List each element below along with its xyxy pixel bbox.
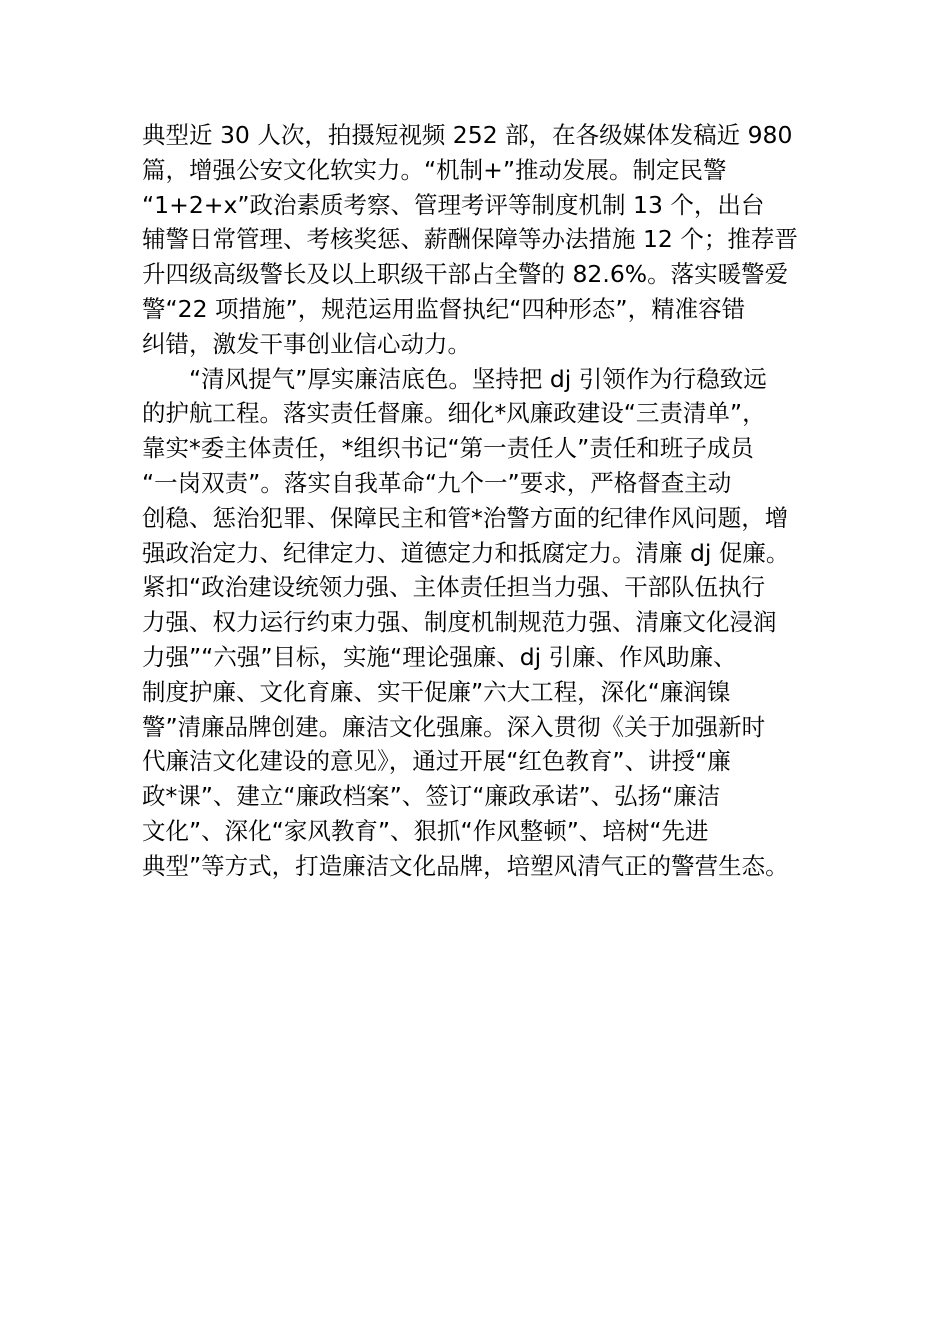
text-line: 的护航工程。落实责任督廉。细化*风廉政建设“三责清单”， (142, 399, 766, 428)
text-line: 紧扣“政治建设统领力强、主体责任担当力强、干部队伍执行 (142, 573, 766, 602)
text-line: 典型”等方式，打造廉洁文化品牌，培塑风清气正的警营生态。 (142, 851, 789, 880)
text-line: 文化”、深化“家风教育”、狠抓“作风整顿”、培树“先进 (142, 816, 709, 845)
text-line: 力强”“六强”目标，实施“理论强廉、dj 引廉、作风助廉、 (142, 642, 737, 671)
text-line: 典型近 30 人次，拍摄短视频 252 部，在各级媒体发稿近 980 (142, 121, 793, 149)
text-line: 升四级高级警长及以上职级干部占全警的 82.6%。落实暖警爱 (142, 260, 789, 289)
text-line: 强政治定力、纪律定力、道德定力和抵腐定力。清廉 dj 促廉。 (142, 538, 790, 567)
text-line: 警”清廉品牌创建。廉洁文化强廉。深入贯彻《关于加强新时 (142, 712, 766, 741)
text-line: 创稳、惩治犯罪、保障民主和管*治警方面的纪律作风问题，增 (142, 503, 789, 532)
text-line: 力强、权力运行约束力强、制度机制规范力强、清廉文化浸润 (142, 608, 777, 637)
text-line: 代廉洁文化建设的意见》，通过开展“红色教育”、讲授“廉 (142, 747, 731, 776)
text-line: 政*课”、建立“廉政档案”、签订“廉政承诺”、弘扬“廉洁 (142, 782, 721, 811)
text-line: 辅警日常管理、考核奖惩、薪酬保障等办法措施 12 个；推荐晋 (142, 225, 798, 254)
text-line: “一岗双责”。落实自我革命“九个一”要求，严格督查主动 (142, 468, 732, 497)
text-line: 纠错，激发干事创业信心动力。 (142, 329, 471, 358)
text-line: 篇，增强公安文化软实力。“机制+”推动发展。制定民警 (142, 155, 727, 184)
text-line: “1+2+x”政治素质考察、管理考评等制度机制 13 个，出台 (142, 190, 765, 219)
text-line: 靠实*委主体责任，*组织书记“第一责任人”责任和班子成员 (142, 434, 754, 463)
paragraph-start-line: “清风提气”厚实廉洁底色。坚持把 dj 引领作为行稳致远 (142, 364, 767, 393)
text-line: 警“22 项措施”，规范运用监督执纪“四种形态”，精准容错 (142, 294, 746, 323)
text-line: 制度护廉、文化育廉、实干促廉”六大工程，深化“廉润镍 (142, 677, 731, 706)
body-text (142, 118, 810, 884)
